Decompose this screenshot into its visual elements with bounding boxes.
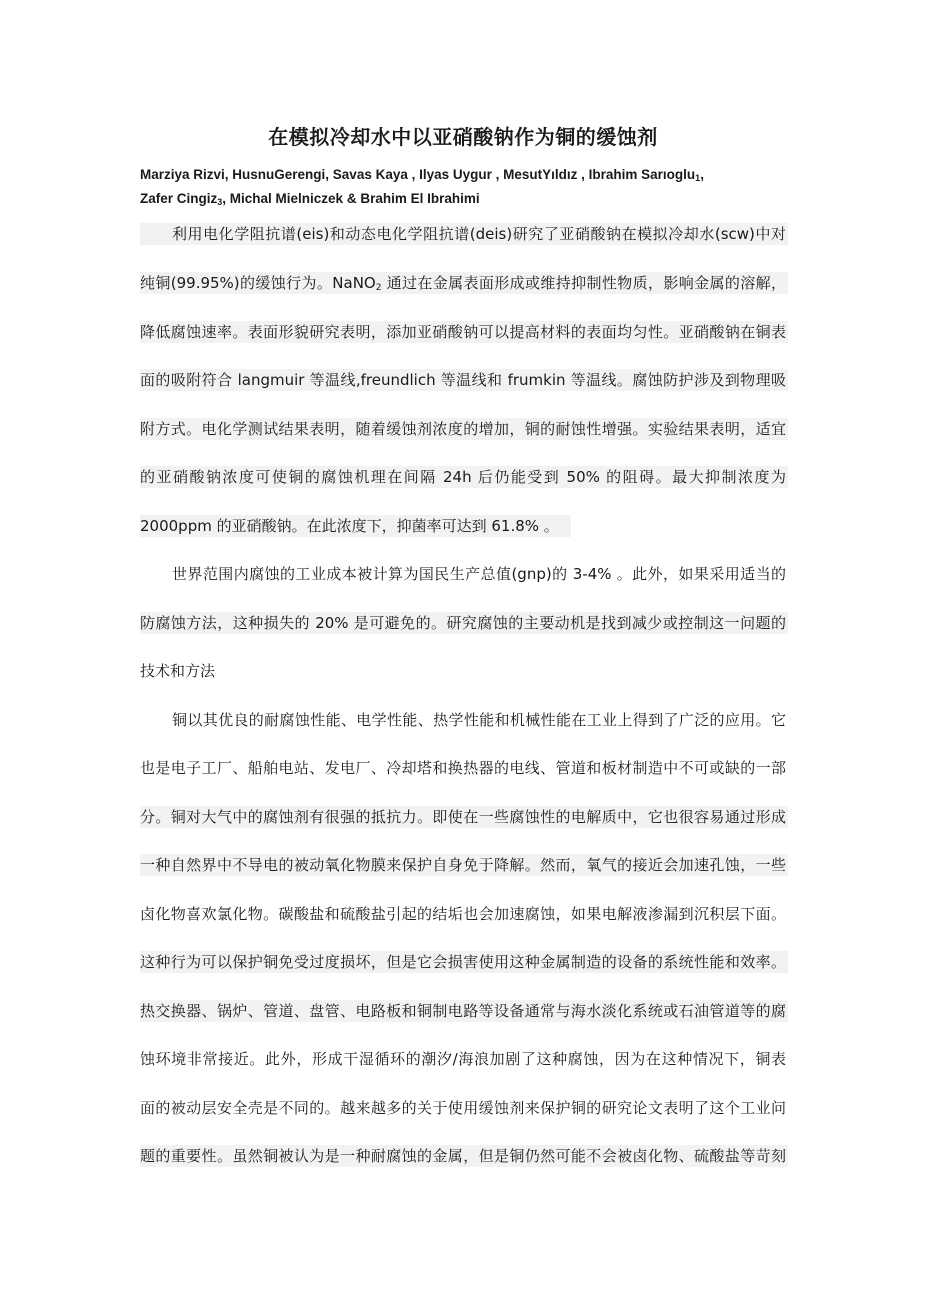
paragraph-3-line-1: 铜以其优良的耐腐蚀性能、电学性能、热学性能和机械性能在工业上得到了广泛的应用。它 [172, 711, 786, 729]
paragraph-3-line-4: 一种自然界中不导电的被动氧化物膜来保护自身免于降解。然而，氧气的接近会加速孔蚀，一些 [140, 856, 786, 874]
author-line-2: Zafer Cingiz$_3$, Michal Mielniczek & Brahim El Ibrahimi [140, 191, 480, 207]
paragraph-3-line-6: 这种行为可以保护铜免受过度损坏，但是它会损害使用这种金属制造的设备的系统性能和效率。 [140, 953, 786, 971]
author-line-1: Marziya Rizvi, HusnuGerengi, Savas Kaya , Ilyas Uygur , MesutYıldız , Ibrahim Sarıoglu$_1$, [140, 167, 704, 183]
paragraph-1-line-1: 利用电化学阻抗谱(eis)和动态电化学阻抗谱(deis)研究了亚硝酸钠在模拟冷却水(scw)中对 [140, 223, 788, 245]
document-title: 在模拟冷却水中以亚硝酸钠作为铜的缓蚀剂 [268, 125, 658, 149]
author-list [140, 163, 800, 211]
paragraph-1-line-2: 纯铜(99.95%)的缓蚀行为。NaNO$_2$ 通过在金属表面形成或维持抑制性物质，影响金属的溶解， [140, 274, 786, 293]
paragraph-1-line-4: 面的吸附符合 langmuir 等温线,freundlich 等温线和 frumkin 等温线。腐蚀防护涉及到物理吸 [140, 371, 786, 389]
paragraph-3-line-8: 蚀环境非常接近。此外，形成干湿循环的潮汐/海浪加剧了这种腐蚀，因为在这种情况下，铜表 [140, 1050, 786, 1068]
paragraph-3-line-2: 也是电子工厂、船舶电站、发电厂、冷却塔和换热器的电线、管道和板材制造中不可或缺的一部 [140, 759, 786, 777]
paragraph-2-line-1: 世界范围内腐蚀的工业成本被计算为国民生产总值(gnp)的 3-4% 。此外，如果采用适当的 [172, 565, 786, 583]
paragraph-1-line-7: 2000ppm 的亚硝酸钠。在此浓度下，抑菌率可达到 61.8% 。 [140, 515, 571, 537]
paragraph-3-line-9: 面的被动层安全壳是不同的。越来越多的关于使用缓蚀剂来保护铜的研究论文表明了这个工业问 [140, 1099, 786, 1117]
paragraph-1-line-3: 降低腐蚀速率。表面形貌研究表明，添加亚硝酸钠可以提高材料的表面均匀性。亚硝酸钠在铜表 [140, 323, 786, 341]
paragraph-1-line-5: 附方式。电化学测试结果表明，随着缓蚀剂浓度的增加，铜的耐蚀性增强。实验结果表明，适宜 [140, 420, 786, 438]
paragraph-3-line-5: 卤化物喜欢氯化物。碳酸盐和硫酸盐引起的结垢也会加速腐蚀，如果电解液渗漏到沉积层下面。 [140, 905, 786, 923]
paragraph-1-line-6: 的亚硝酸钠浓度可使铜的腐蚀机理在间隔 24h 后仍能受到 50% 的阻碍。最大抑制浓度为 [140, 468, 786, 486]
paragraph-2-line-3: 技术和方法 [140, 662, 216, 680]
chemical-formula: NaNO$_2$ [332, 274, 382, 293]
paragraph-3-line-7: 热交换器、锅炉、管道、盘管、电路板和铜制电路等设备通常与海水淡化系统或石油管道等的腐 [140, 1002, 786, 1020]
paragraph-3-line-10: 题的重要性。虽然铜被认为是一种耐腐蚀的金属，但是铜仍然可能不会被卤化物、硫酸盐等苛刻 [140, 1147, 786, 1165]
paragraph-3-line-3: 分。铜对大气中的腐蚀剂有很强的抵抗力。即使在一些腐蚀性的电解质中，它也很容易通过形成 [140, 808, 786, 826]
paragraph-2-line-2: 防腐蚀方法，这种损失的 20% 是可避免的。研究腐蚀的主要动机是找到减少或控制这一问题的 [140, 614, 786, 632]
